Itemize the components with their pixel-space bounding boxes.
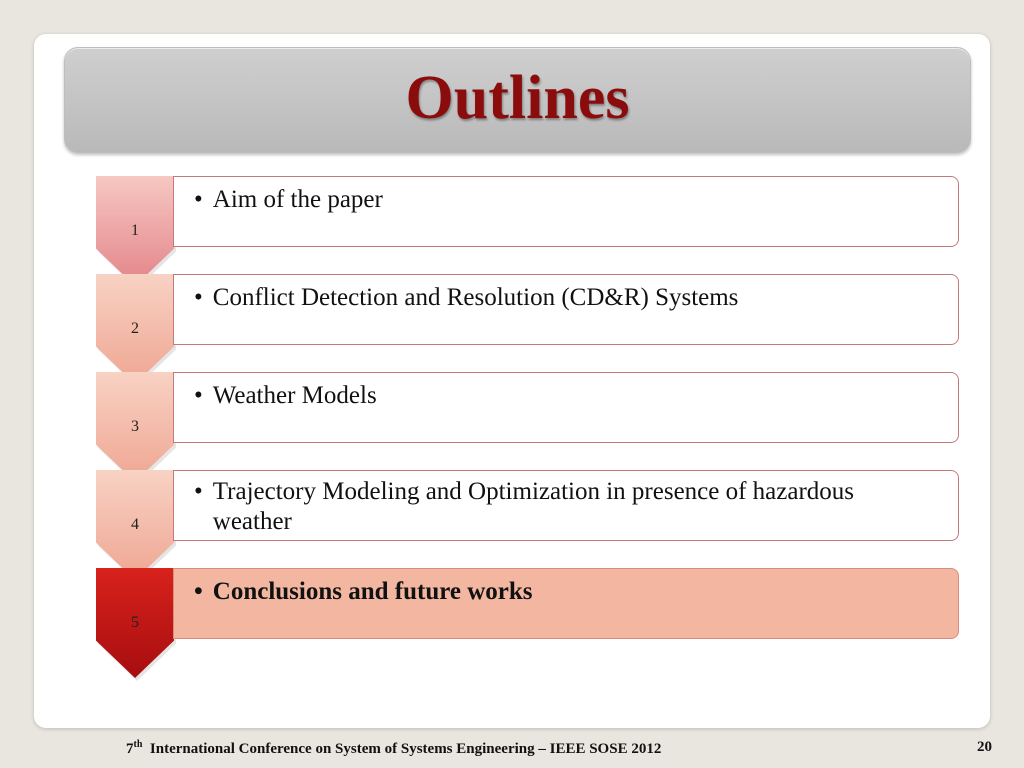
item-text: Conflict Detection and Resolution (CD&R) Systems bbox=[212, 284, 739, 311]
outline-item-1 bbox=[96, 176, 961, 286]
bullet-icon: • bbox=[194, 578, 203, 605]
footer bbox=[0, 736, 1024, 762]
footer-text: International Conference on System of Systems Engineering – IEEE SOSE 2012 bbox=[149, 741, 662, 757]
item-number: 4 bbox=[131, 516, 139, 533]
item-number: 3 bbox=[131, 418, 139, 435]
item-box bbox=[173, 470, 959, 541]
outline-item-3 bbox=[96, 372, 961, 482]
item-text: Conclusions and future works bbox=[212, 578, 533, 605]
bullet-icon: • bbox=[194, 186, 203, 213]
outline-item-2 bbox=[96, 274, 961, 384]
outline-item-5 bbox=[96, 568, 961, 678]
footer-ordinal-suffix: th bbox=[133, 739, 143, 750]
item-box bbox=[173, 274, 959, 345]
item-box bbox=[173, 176, 959, 247]
item-text: Weather Models bbox=[212, 382, 377, 409]
outline-item-4 bbox=[96, 470, 961, 580]
footer-ordinal: 7 bbox=[126, 741, 134, 757]
item-number: 5 bbox=[131, 614, 139, 631]
item-text: Trajectory Modeling and Optimization in presence of hazardous weather bbox=[212, 478, 855, 535]
item-number: 2 bbox=[131, 320, 139, 337]
bullet-icon: • bbox=[194, 382, 203, 409]
page-number: 20 bbox=[977, 739, 992, 755]
item-number: 1 bbox=[131, 222, 139, 239]
footer-conference bbox=[126, 739, 661, 758]
item-text: Aim of the paper bbox=[212, 186, 383, 213]
bullet-icon: • bbox=[194, 478, 203, 505]
slide-title: Outlines bbox=[405, 63, 630, 132]
item-box bbox=[173, 372, 959, 443]
item-box bbox=[173, 568, 959, 639]
title-bar bbox=[64, 47, 971, 153]
bullet-icon: • bbox=[194, 284, 203, 311]
